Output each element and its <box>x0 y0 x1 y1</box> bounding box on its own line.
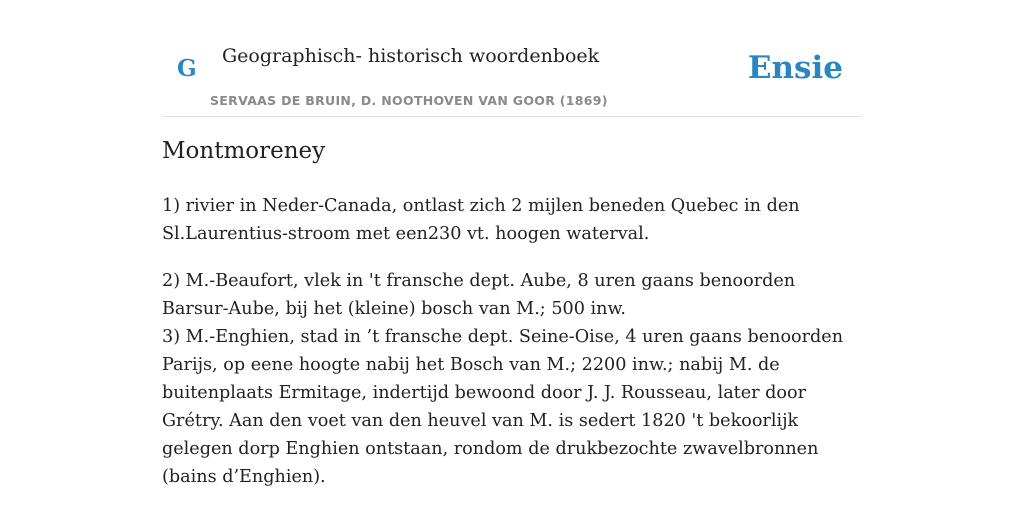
source-header <box>162 0 862 117</box>
book-letter-icon: G <box>177 55 197 82</box>
book-title[interactable]: Geographisch- historisch woordenboek <box>222 45 600 67</box>
entry-paragraph: 3) M.-Enghien, stad in ’t fransche dept. Seine-Oise, 4 uren gaans benoorden Parijs, op eene hoogte nabij het Bosch van M.; 2200 inw.; nabij M. de buitenplaats Ermitage, indertijd bewoond door J. J. Rousseau, later door Grétry. Aan den voet van den heuvel van M. is sedert 1820 't bekoorlijk gelegen dorp Enghien ontstaan, rondom de drukbezochte zwavelbronnen (bains d’Enghien). <box>162 327 844 487</box>
entry-body <box>162 192 867 491</box>
entry-paragraph: 2) M.-Beaufort, vlek in 't fransche dept. Aube, 8 uren gaans benoorden Barsur-Aube, bij het (kleine) bosch van M.; 500 inw. <box>162 271 796 319</box>
entry-headword: Montmoreney <box>162 138 326 164</box>
book-author: SERVAAS DE BRUIN, D. NOOTHOVEN VAN GOOR (1869) <box>210 93 608 108</box>
ensie-logo[interactable]: Ensie <box>747 50 843 86</box>
entry-paragraph: 1) rivier in Neder-Canada, ontlast zich 2 mijlen beneden Quebec in den Sl.Laurentius-stroom met een230 vt. hoogen waterval. <box>162 196 800 244</box>
